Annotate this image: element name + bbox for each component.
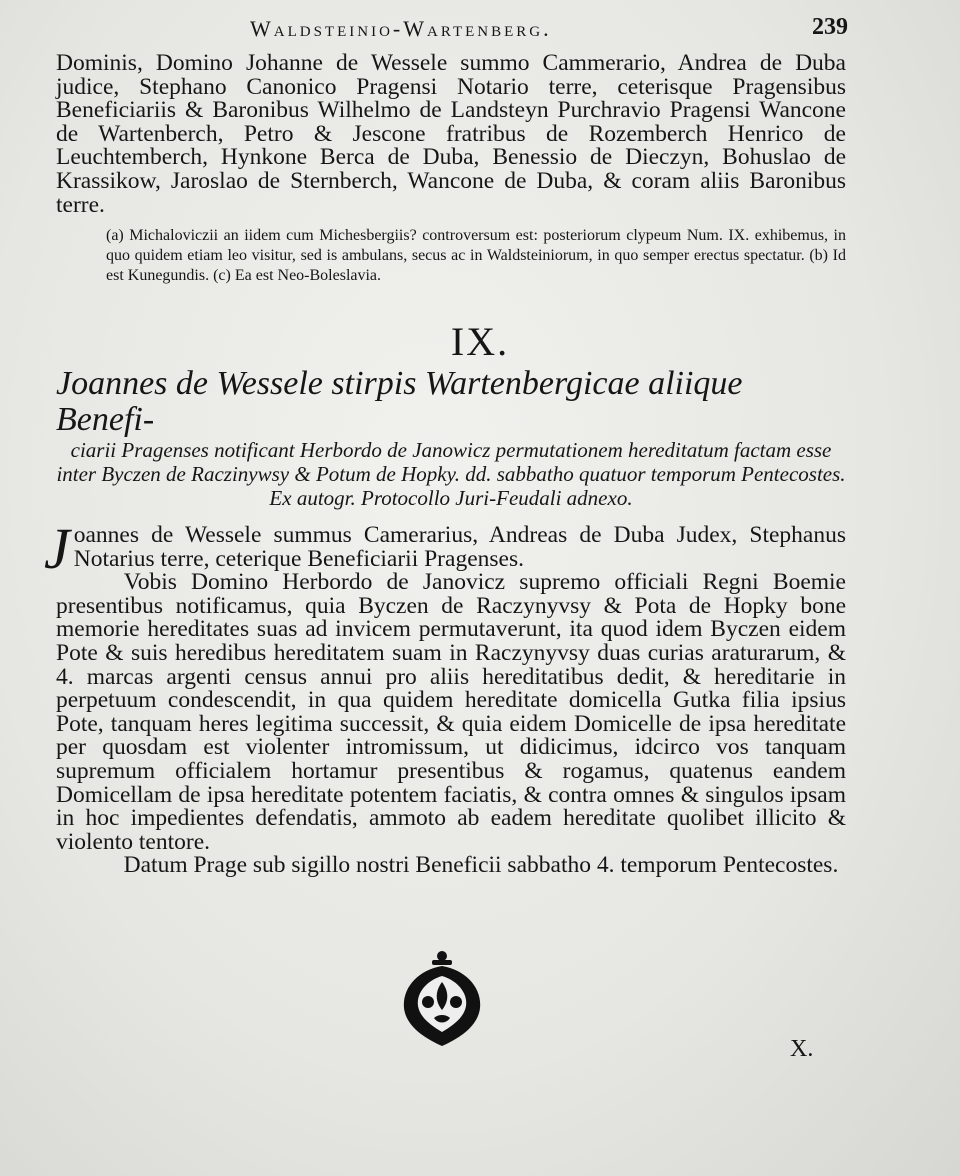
catchword: X. — [790, 1036, 814, 1062]
running-head: Waldsteinio-Wartenberg. — [250, 16, 552, 41]
section-number: IX. — [450, 319, 510, 364]
page-number: 239 — [812, 14, 848, 40]
page-header — [0, 14, 960, 48]
charter-dating-clause: Datum Prage sub sigillo nostri Beneficii sabbatho 4. temporum Pentecostes. — [123, 852, 839, 879]
footnote-text: (a) Michaloviczii an iidem cum Michesbergiis? controversum est: posteriorum clypeum Num. IX. exhibemus, in quo quidem etiam leo visitur, sed is ambulans, secus ac in Waldsteiniorum, in quo semper erectus spectatur. (b) Id est Kunegundis. (c) Ea est Neo-Boleslavia. — [106, 227, 846, 284]
charter-opening: oannes de Wessele summus Camerarius, Andreas de Duba Judex, Stephanus Notarius terre, ceterique Beneficiarii Pragenses. — [73, 522, 846, 572]
floral-tailpiece-ornament-icon — [398, 948, 486, 1050]
charter-text — [44, 516, 846, 879]
heading-rest: ciarii Pragenses notificant Herbordo de Janowicz permutationem hereditatum factam esse inter Byczen de Raczinywsy & Potum de Hopky. dd. sabbatho quatuor temporum Pentecostes. Ex autogr. Protocollo Juri-Feudali adnexo. — [56, 438, 846, 510]
charter-body: Vobis Domino Herbordo de Janovicz supremo officiali Regni Boemie presentibus notificamus, quia Byczen de Raczynyvsy & Pota de Hopky bone memorie hereditates suas ad invicem permutaverunt, ita quod idem Byczen eidem Pote & suis heredibus hereditatem suam in Raczynyvsy duas curias araturarum, & 4. marcas argenti census annui pro aliis hereditatibus dedit, & hereditarie in perpetuum condescendit, in qua quidem hereditate domicella Gutka filia ipsius Pote, tanquam heres legitima successit, & quia eidem Domicelle de ipsa hereditate per quosdam est violenter intromissum, ut didicimus, idcirco vos tanquam supremum officialem hortamur presentibus & rogamus, quatenus eandem Domicellam de ipsa hereditate potentem faciatis, & contra omnes & singulos ipsam in hoc impedientes defendatis, ammoto ab eadem hereditate quolibet illicito & violento tentore. — [56, 569, 846, 855]
heading-line-1: Joannes de Wessele stirpis Wartenbergicae aliique Benefi- — [56, 365, 743, 438]
drop-cap: J — [44, 516, 70, 581]
document-heading — [56, 366, 846, 510]
intro-paragraph — [56, 52, 846, 217]
intro-text: Dominis, Domino Johanne de Wessele summo Cammerario, Andrea de Duba judice, Stephano Canonico Pragensi Notario terre, ceterisque Pragensibus Beneficiariis & Baronibus Wilhelmo de Landsteyn Purchravio Pragensi Wancone de Wartenberch, Petro & Jescone fratribus de Rozemberch Henrico de Leuchtemberch, Hynkone Berca de Duba, Benessio de Dieczyn, Bohuslao de Krassikow, Jaroslao de Sternberch, Wancone de Duba, & coram aliis Baronibus terre. — [56, 50, 846, 218]
footnotes — [106, 226, 846, 286]
